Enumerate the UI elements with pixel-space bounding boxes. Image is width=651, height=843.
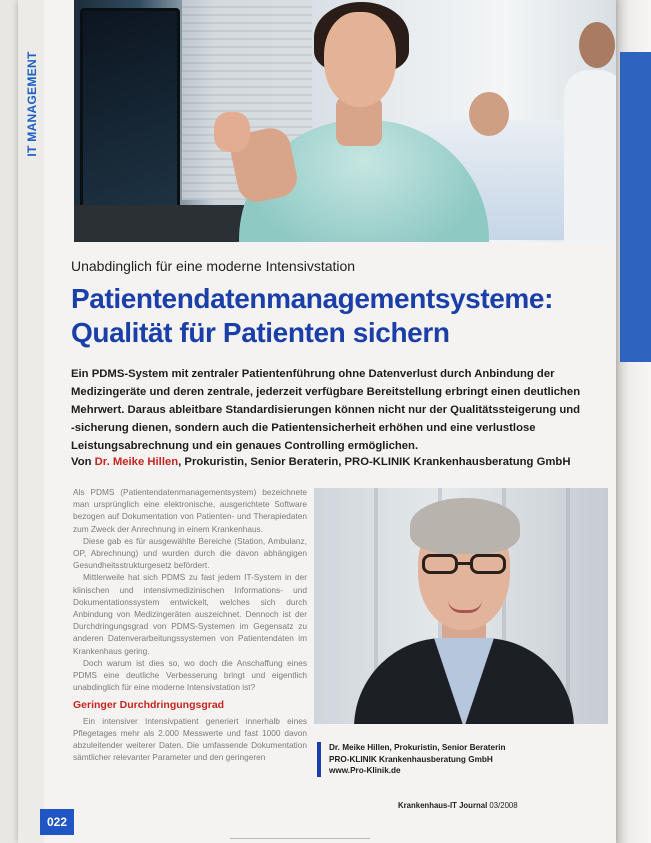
page-footer — [398, 801, 518, 810]
doctor-head — [579, 22, 615, 68]
byline-author: Dr. Meike Hillen — [94, 456, 179, 468]
article-body — [73, 486, 307, 763]
hero-photo-nurse-icu — [74, 0, 616, 242]
caption-line: Dr. Meike Hillen, Prokuristin, Senior Beraterin — [329, 743, 506, 752]
article-kicker: Unabdinglich für eine moderne Intensivstation — [71, 258, 356, 274]
next-page-blue-strip — [620, 52, 651, 362]
divider — [230, 838, 370, 839]
page-number-badge: 022 — [40, 809, 74, 835]
monitor-screen — [80, 8, 180, 214]
portrait-hair — [410, 498, 520, 554]
body-paragraph: Diese gab es für ausgewählte Bereiche (Station, Ambulanz, OP, Abrechnung) und wurden durch die davon abhängigen Gesundheitsstrukturgesetz befördert. — [73, 535, 307, 571]
body-paragraph: Als PDMS (Patientendatenmanagementsystem) bezeichnete man ursprünglich eine elektronische, ausgerichtete Software bezogen auf Dokumentation von Patienten- und Therapiedaten zum Zweck der Anrechnung in einem Krankenhaus. — [73, 487, 307, 534]
desk — [74, 205, 264, 242]
caption-link: www.Pro-Klinik.de — [329, 766, 401, 775]
footer-issue: 03/2008 — [489, 801, 518, 810]
caption-line: PRO-KLINIK Krankenhausberatung GmbH — [329, 754, 493, 764]
section-label — [18, 32, 46, 177]
nurse-face — [324, 12, 396, 107]
author-portrait-photo — [314, 488, 608, 724]
article-title: Patientendatenmanagementsysteme: Qualität für Patienten sichern — [71, 283, 554, 348]
body-paragraph: Doch warum ist dies so, wo doch die Anschaffung eines PDMS eine deutliche Verbesserung bringt und eigentlich unabdinglich für eine moderne Intensivstation ist? — [73, 657, 307, 693]
body-paragraph: Mittlerweile hat sich PDMS zu fast jedem IT-System in der klinischen und intensivmedizinischen Informations- und Dokumentationssystem entwickelt, welches sich durch Anbindung von Medizingeräten auszeichnet. Dennoch ist der Durchdringungsgrad von PDMS-Systemen im Gegensatz zu anderen Datenverarbeitungssystemen von Patientendaten im Krankenhaus gering. — [73, 572, 307, 656]
patient-figure — [469, 92, 509, 136]
byline-suffix: , Prokuristin, Senior Beraterin, PRO-KLINIK Krankenhausberatung GmbH — [178, 456, 571, 468]
doctor-figure — [564, 70, 616, 242]
glasses-icon — [422, 554, 508, 576]
body-heading: Geringer Durchdringungsgrad — [73, 699, 225, 712]
byline-prefix: Von — [71, 456, 92, 468]
section-label-text: IT MANAGEMENT — [25, 51, 39, 157]
nurse-hand — [214, 112, 250, 152]
next-page-edge — [616, 0, 651, 843]
article-byline — [71, 456, 591, 468]
article-lead: Ein PDMS-System mit zentraler Patientenführung ohne Datenverlust durch Anbindung der Medizingeräte und deren zentrale, jederzeit verfügbare Bereitstellung erbringt einen deutlichen Mehrwert. Daraus ableitbare Standardisierungen können nicht nur der Qualitätssteigerung und -sicherung dienen, sondern auch die Patientensicherheit erhöhen und eine verlustlose Leistungsabrechnung und ein genaues Controlling ermöglichen. — [71, 368, 581, 452]
footer-journal: Krankenhaus-IT Journal — [398, 801, 488, 810]
body-paragraph: Ein intensiver Intensivpatient generiert innerhalb eines Pflegetages mehr als 2.000 Messwerte und fast 1000 davon abzuleitender weiterer Daten. Die umfassende Dokumentation sämtlicher relevanter Parameter und den geringeren — [73, 715, 307, 763]
photo-caption — [317, 742, 599, 777]
